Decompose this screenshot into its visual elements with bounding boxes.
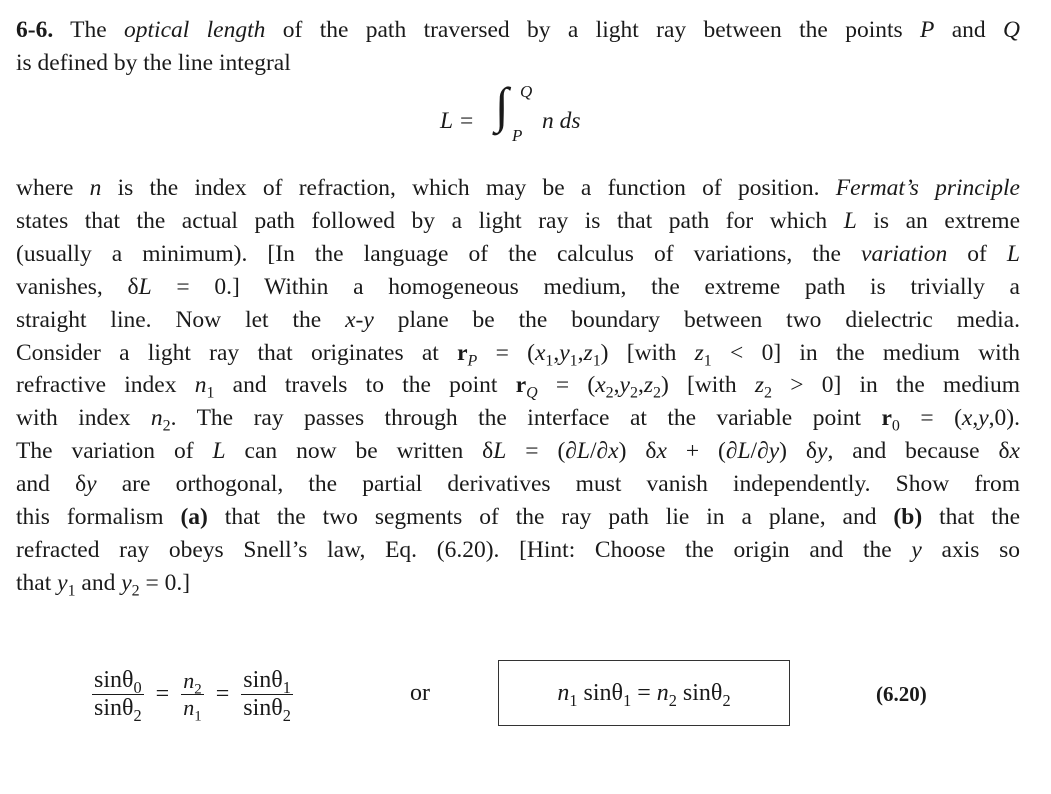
body-line: The variation of L can now be written δL = (∂L/∂x) δx + (∂L/∂y) δy, and because δx: [16, 438, 1020, 465]
problem-body: [16, 172, 1020, 600]
body-line: Consider a light ray that originates at $r_P = (x_1,y_1,z_1)$ [with $z_1 < 0$] in the medium with: [16, 339, 1020, 370]
body-line: straight line. Now let the x-y plane be the boundary between two dielectric media.: [16, 306, 1020, 333]
fraction-sin-ratio-2: [241, 666, 293, 725]
problem-intro: [16, 14, 1020, 80]
fraction-numerator: $n_2$: [183, 667, 202, 697]
fraction-sin-ratio: [92, 666, 144, 725]
body-line: refracted ray obeys Snell’s law, Eq. (6.20). [Hint: Choose the origin and the y axis so: [16, 536, 1020, 563]
fraction-index-ratio: [181, 667, 203, 724]
body-line: vanishes, δL = 0.] Within a homogeneous medium, the extreme path is trivially a: [16, 273, 1020, 300]
fraction-denominator: sinθ$_2$: [243, 694, 291, 725]
fraction-denominator: $n_1$: [183, 694, 202, 724]
problem-number: 6-6.: [16, 17, 54, 43]
snell-ratio-equation: [92, 656, 293, 732]
problem-line-1: 6-6. The optical length of the path traversed by a light ray between the points P and Q: [16, 17, 1020, 43]
body-line: states that the actual path followed by a light ray is that path for which L is an extreme: [16, 207, 1020, 234]
optical-length-term: optical length: [124, 17, 266, 43]
or-word: or: [410, 680, 430, 706]
problem-line-2: is defined by the line integral: [16, 49, 291, 76]
integral-integrand: n ds: [542, 108, 581, 134]
body-line: where n is the index of refraction, which may be a function of position. Fermat’s principle: [16, 175, 1020, 201]
equation-number: (6.20): [876, 682, 927, 706]
snell-law-equation: $n_1$ $\sin\theta_1 = n_2$ sinθ$_2$: [557, 679, 731, 710]
body-line: this formalism (a) that the two segments of the ray path lie in a plane, and (b) that the: [16, 504, 1020, 531]
fraction-denominator: sinθ$_2$: [94, 694, 142, 725]
body-line: (usually a minimum). [In the language of the calculus of variations, the variation of L: [16, 240, 1020, 267]
body-line: that $y_1$ and $y_2 = 0$.]: [16, 569, 191, 600]
equals-sign: =: [155, 680, 170, 707]
fraction-numerator: sinθ$_1$: [243, 666, 291, 697]
fraction-numerator: sinθ$_0$: [94, 666, 142, 697]
body-line: and δy are orthogonal, the partial derivatives must vanish independently. Show from: [16, 471, 1020, 498]
equals-sign: =: [215, 680, 230, 707]
integral-sign: ∫: [495, 77, 509, 133]
body-line: refractive index $n_1$ and travels to the point $r_Q = (x_2,y_2,z_2)$ [with $z_2 > 0$] in the medium: [16, 372, 1020, 403]
integral-upper-limit: Q: [520, 82, 533, 101]
integral-lhs: L =: [440, 108, 475, 134]
snell-law-box: [498, 660, 790, 726]
body-line: with index $n_2$. The ray passes through the interface at the variable point $r_0 = (x,y,0)$.: [16, 405, 1020, 436]
integral-lower-limit: P: [512, 126, 523, 145]
line-integral-equation: [440, 77, 600, 154]
